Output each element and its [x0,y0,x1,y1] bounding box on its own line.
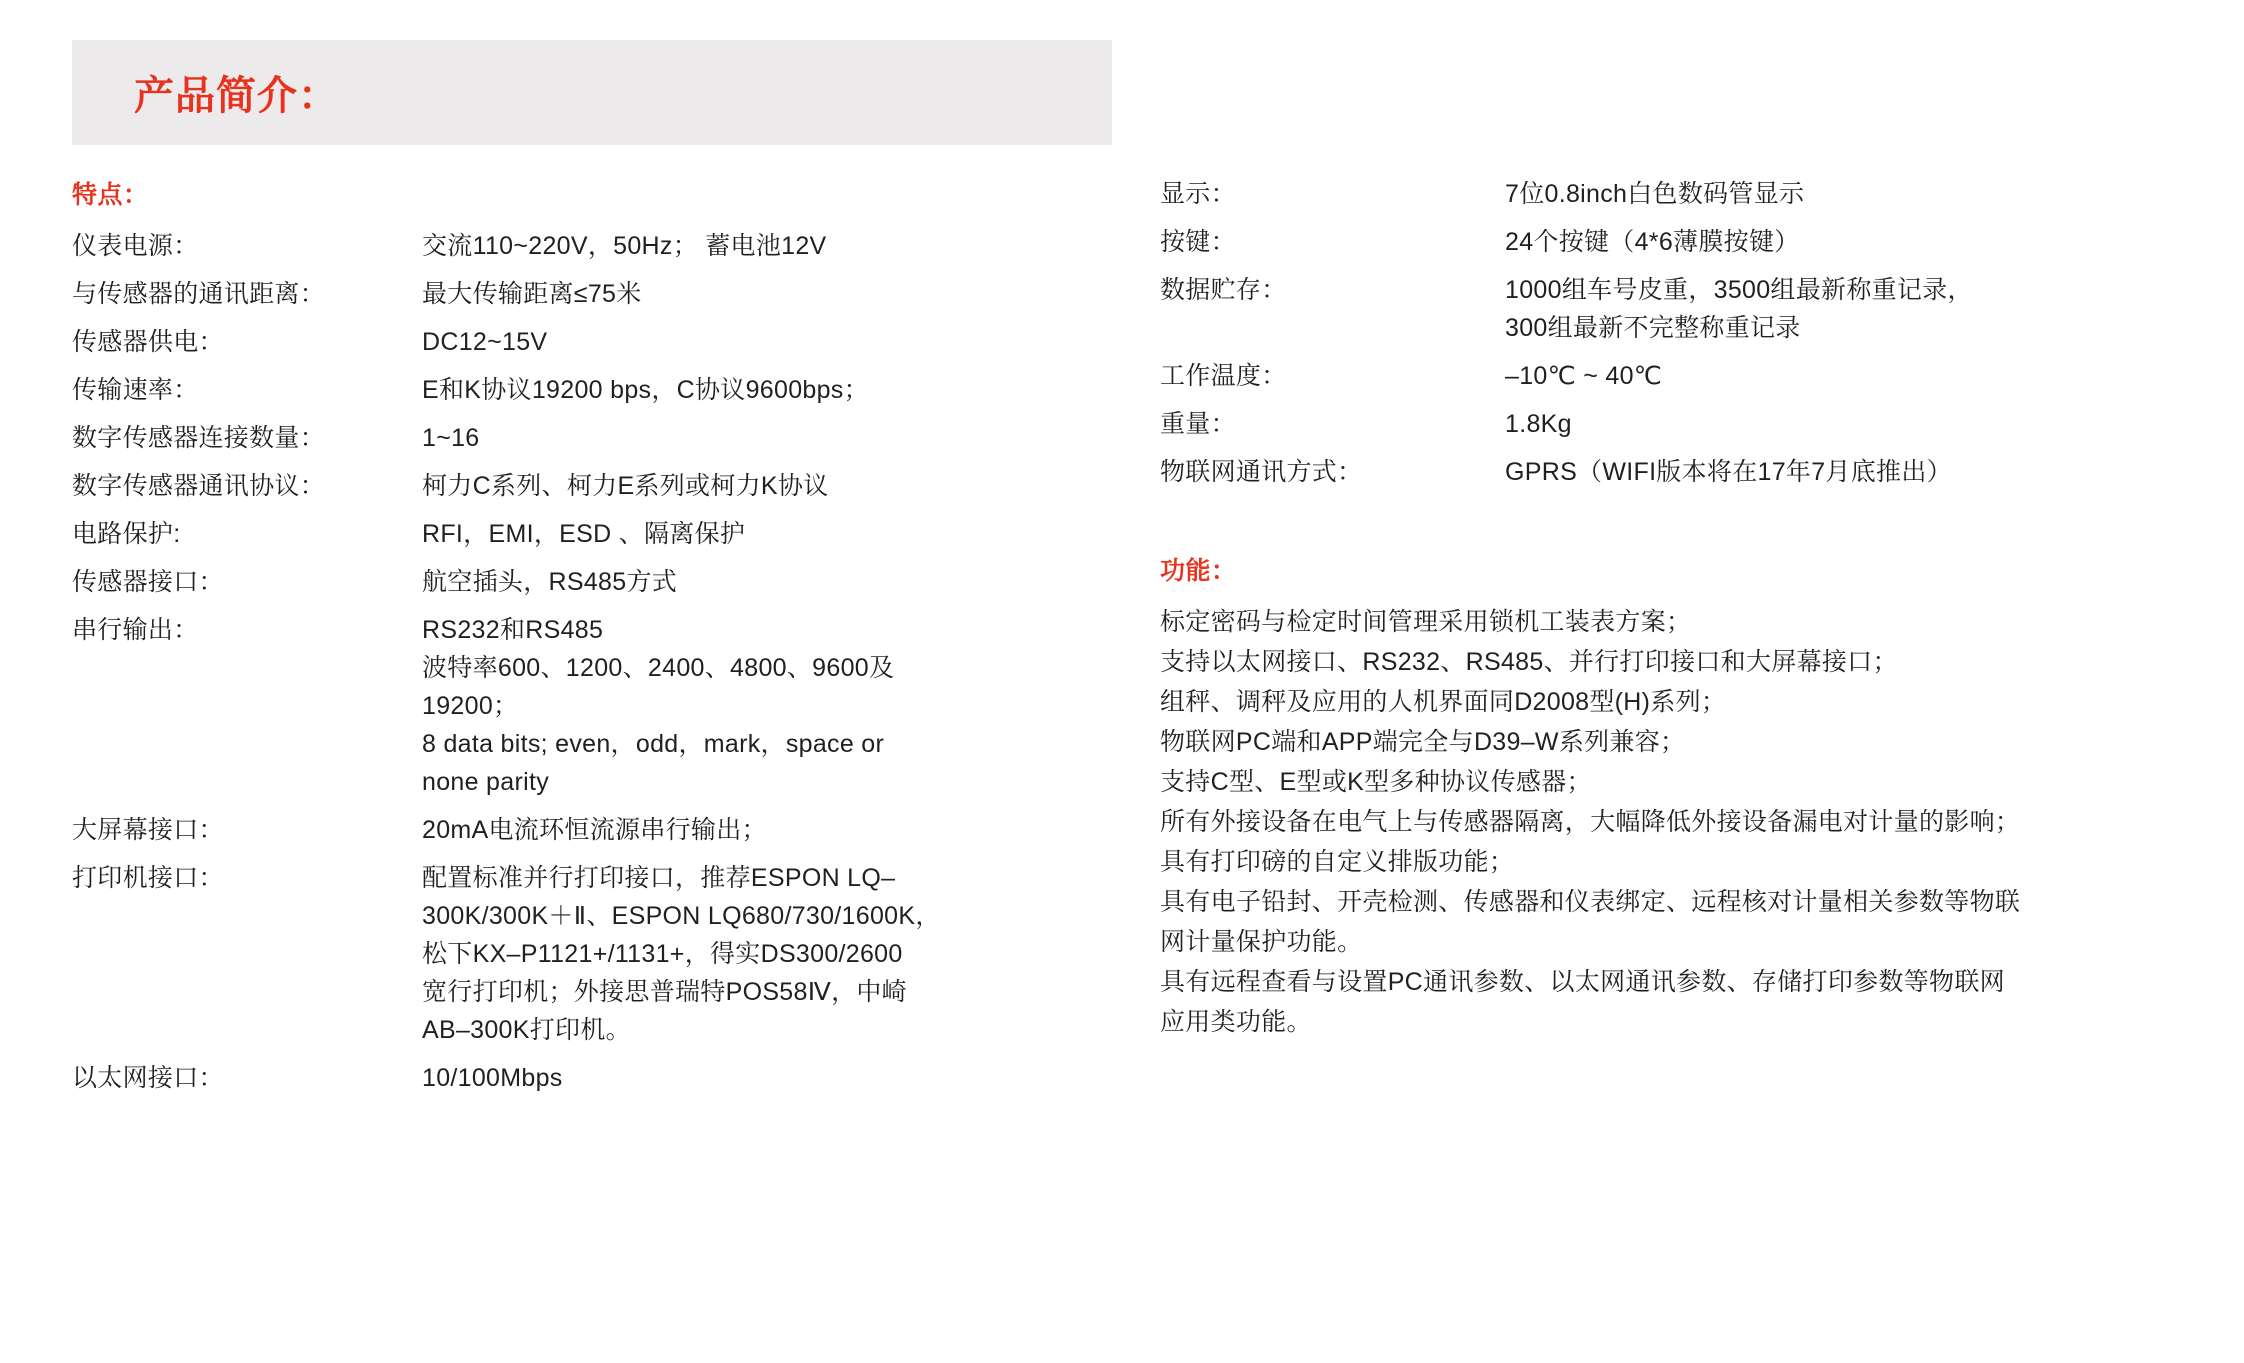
features-heading: 特点： [72,181,149,209]
spec-label: 打印机接口： [72,864,224,892]
spec-row [1160,223,2180,261]
functions-list [1160,603,2180,1041]
spec-value-line: 波特率600、1200、2400、4800、9600及 [422,654,895,682]
list-item: 网计量保护功能。 [1160,928,1363,956]
features-spec-list [72,227,1092,1097]
functions-heading: 功能： [1160,557,1237,585]
spec-value [422,419,1092,457]
spec-row [72,611,1092,801]
spec-label: 以太网接口： [72,1064,224,1092]
spec-label: 工作温度： [1160,362,1287,390]
spec-value [422,611,1092,801]
spec-value [422,323,1092,361]
right-spec-list [1160,175,2180,491]
list-item: 标定密码与检定时间管理采用锁机工装表方案； [1160,608,1692,636]
spec-value [422,563,1092,601]
list-item: 所有外接设备在电气上与传感器隔离，大幅降低外接设备漏电对计量的影响； [1160,808,2021,836]
list-item: 支持以太网接口、RS232、RS485、并行打印接口和大屏幕接口； [1160,648,1898,676]
spec-value-line: DC12~15V [422,328,548,356]
spec-row [72,227,1092,265]
spec-value-line: RS232和RS485 [422,616,604,644]
spec-row [72,515,1092,553]
spec-value [422,1059,1092,1097]
spec-value [422,275,1092,313]
spec-label: 仪表电源： [72,232,199,260]
spec-value [1505,175,2180,213]
spec-label: 串行输出： [72,616,199,644]
spec-value [1505,271,2180,347]
spec-value-line: 1.8Kg [1505,410,1572,438]
spec-value [1505,405,2180,443]
list-item: 物联网PC端和APP端完全与D39–W系列兼容； [1160,728,1686,756]
list-item: 应用类功能。 [1160,1008,1312,1036]
list-item: 具有打印磅的自定义排版功能； [1160,848,1515,876]
list-item: 具有远程查看与设置PC通讯参数、以太网通讯参数、存储打印参数等物联网 [1160,968,2005,996]
spec-value-line: 300组最新不完整称重记录 [1505,314,1801,342]
spec-value [422,467,1092,505]
spec-label: 数字传感器通讯协议： [72,472,326,500]
spec-label: 物联网通讯方式： [1160,458,1363,486]
spec-value [1505,223,2180,261]
features-column [72,175,1092,1107]
spec-value-line: 航空插头，RS485方式 [422,568,678,596]
spec-value-line: 24个按键（4*6薄膜按键） [1505,228,1800,256]
spec-value-line: 松下KX–P1121+/1131+，得实DS300/2600 [422,940,903,968]
spec-label: 数据贮存： [1160,276,1287,304]
spec-value-line: 300K/300K＋Ⅱ、ESPON LQ680/730/1600K， [422,902,941,930]
spec-value [422,515,1092,553]
spec-label: 数字传感器连接数量： [72,424,326,452]
spec-label: 重量： [1160,410,1236,438]
spec-value [1505,453,2180,491]
spec-value-line: none parity [422,768,549,796]
spec-row [72,563,1092,601]
spec-value-line: 配置标准并行打印接口，推荐ESPON LQ– [422,864,896,892]
spec-row [1160,357,2180,395]
spec-label: 传感器供电： [72,328,224,356]
list-item: 支持C型、E型或K型多种协议传感器； [1160,768,1592,796]
spec-label: 传感器接口： [72,568,224,596]
spec-row [72,1059,1092,1097]
spec-value-line: 7位0.8inch白色数码管显示 [1505,180,1805,208]
spec-value-line: 1000组车号皮重，3500组最新称重记录， [1505,276,1973,304]
page-title-banner [72,40,1112,145]
spec-row [72,371,1092,409]
spec-value-line: 10/100Mbps [422,1064,563,1092]
spec-value-line: 1~16 [422,424,480,452]
spec-value-line: AB–300K打印机。 [422,1016,631,1044]
spec-label: 按键： [1160,228,1236,256]
spec-value-line: E和K协议19200 bps，C协议9600bps； [422,376,869,404]
spec-row [72,275,1092,313]
spec-row [72,811,1092,849]
spec-value-line: GPRS（WIFI版本将在17年7月底推出） [1505,458,1952,486]
spec-value-line: RFI，EMI，ESD 、隔离保护 [422,520,746,548]
spec-value-line: 19200； [422,692,519,720]
spec-row [72,467,1092,505]
spec-value-line: 交流110~220V，50Hz； 蓄电池12V [422,232,827,260]
spec-value-line: 8 data bits; even，odd，mark，space or [422,730,885,758]
spec-label: 显示： [1160,180,1236,208]
spec-label: 大屏幕接口： [72,816,224,844]
spec-value-line: –10℃ ~ 40℃ [1505,362,1663,390]
spec-row [72,419,1092,457]
spec-row [1160,271,2180,347]
spec-value [422,859,1092,1049]
spec-value-line: 宽行打印机；外接思普瑞特POS58Ⅳ，中崎 [422,978,907,1006]
spec-row [1160,405,2180,443]
spec-value-line: 最大传输距离≤75米 [422,280,642,308]
spec-value-line: 20mA电流环恒流源串行输出； [422,816,767,844]
spec-row [1160,175,2180,213]
page-title: 产品简介： [134,74,339,118]
right-column [1160,175,2180,1043]
list-item: 组秤、调秤及应用的人机界面同D2008型(H)系列； [1160,688,1727,716]
spec-value [422,371,1092,409]
spec-label: 与传感器的通讯距离： [72,280,326,308]
spec-row [72,859,1092,1049]
spec-value-line: 柯力C系列、柯力E系列或柯力K协议 [422,472,829,500]
spec-value [422,227,1092,265]
spec-value [1505,357,2180,395]
spec-label: 电路保护: [72,520,181,548]
spec-row [72,323,1092,361]
spec-label: 传输速率： [72,376,199,404]
spec-row [1160,453,2180,491]
list-item: 具有电子铅封、开壳检测、传感器和仪表绑定、远程核对计量相关参数等物联 [1160,888,2021,916]
spec-value [422,811,1092,849]
